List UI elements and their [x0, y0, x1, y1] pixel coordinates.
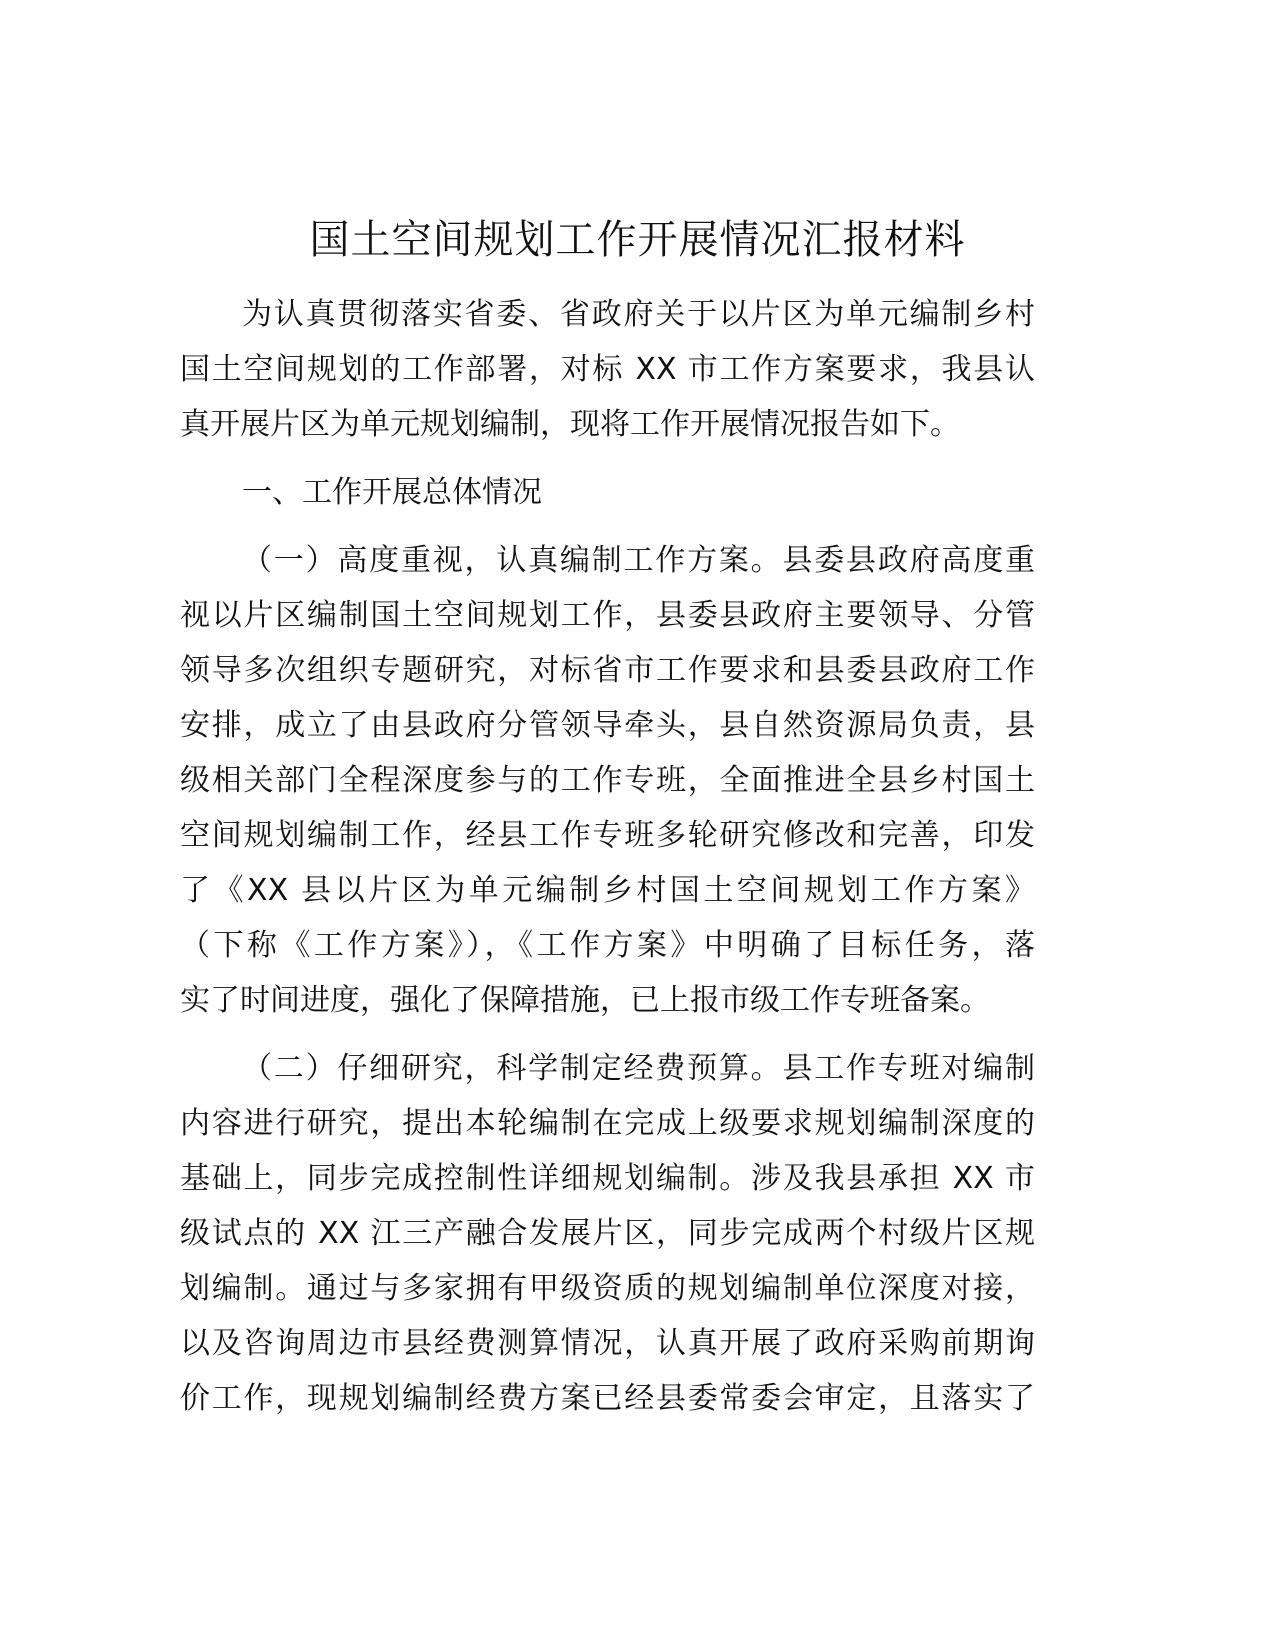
text-line: 国土空间规划的工作部署，对标 XX 市工作方案要求，我县认 [180, 352, 1035, 387]
text-line: 领导多次组织专题研究，对标省市工作要求和县委县政府工作 [180, 653, 1035, 688]
text-line: 空间规划编制工作，经县工作专班多轮研究修改和完善，印发 [180, 818, 1035, 853]
paragraph [180, 1041, 1035, 1426]
text-line: 价工作，现规划编制经费方案已经县委常委会审定，且落实了 [180, 1381, 1035, 1416]
text-line: 视以片区编制国土空间规划工作，县委县政府主要领导、分管 [180, 598, 1035, 633]
text-line: 一、工作开展总体情况 [242, 475, 542, 510]
text-line: （二）仔细研究，科学制定经费预算。县工作专班对编制 [242, 1051, 1035, 1086]
paragraph [180, 287, 1035, 452]
document-title: 国土空间规划工作开展情况汇报材料 [309, 217, 966, 263]
text-line: （下称《工作方案》），《工作方案》中明确了目标任务，落 [180, 928, 1035, 963]
text-line: 实了时间进度，强化了保障措施，已上报市级工作专班备案。 [180, 983, 990, 1018]
text-line: 安排，成立了由县政府分管领导牵头，县自然资源局负责，县 [180, 708, 1035, 743]
section-heading [180, 465, 1035, 520]
text-line: 级试点的 XX 江三产融合发展片区，同步完成两个村级片区规 [180, 1216, 1035, 1251]
text-line: 级相关部门全程深度参与的工作专班，全面推进全县乡村国土 [180, 763, 1035, 798]
text-line: 了《XX 县以片区为单元编制乡村国土空间规划工作方案》 [180, 873, 1035, 908]
text-line: 划编制。通过与多家拥有甲级资质的规划编制单位深度对接， [180, 1271, 1035, 1306]
text-line: 内容进行研究，提出本轮编制在完成上级要求规划编制深度的 [180, 1106, 1035, 1141]
paragraph [180, 533, 1035, 1028]
text-line: 基础上，同步完成控制性详细规划编制。涉及我县承担 XX 市 [180, 1161, 1035, 1196]
text-line: （一）高度重视，认真编制工作方案。县委县政府高度重 [242, 543, 1035, 578]
text-line: 为认真贯彻落实省委、省政府关于以片区为单元编制乡村 [242, 297, 1035, 332]
text-line: 真开展片区为单元规划编制，现将工作开展情况报告如下。 [180, 407, 960, 442]
text-line: 以及咨询周边市县经费测算情况，认真开展了政府采购前期询 [180, 1326, 1035, 1361]
document-body [180, 287, 1035, 1439]
